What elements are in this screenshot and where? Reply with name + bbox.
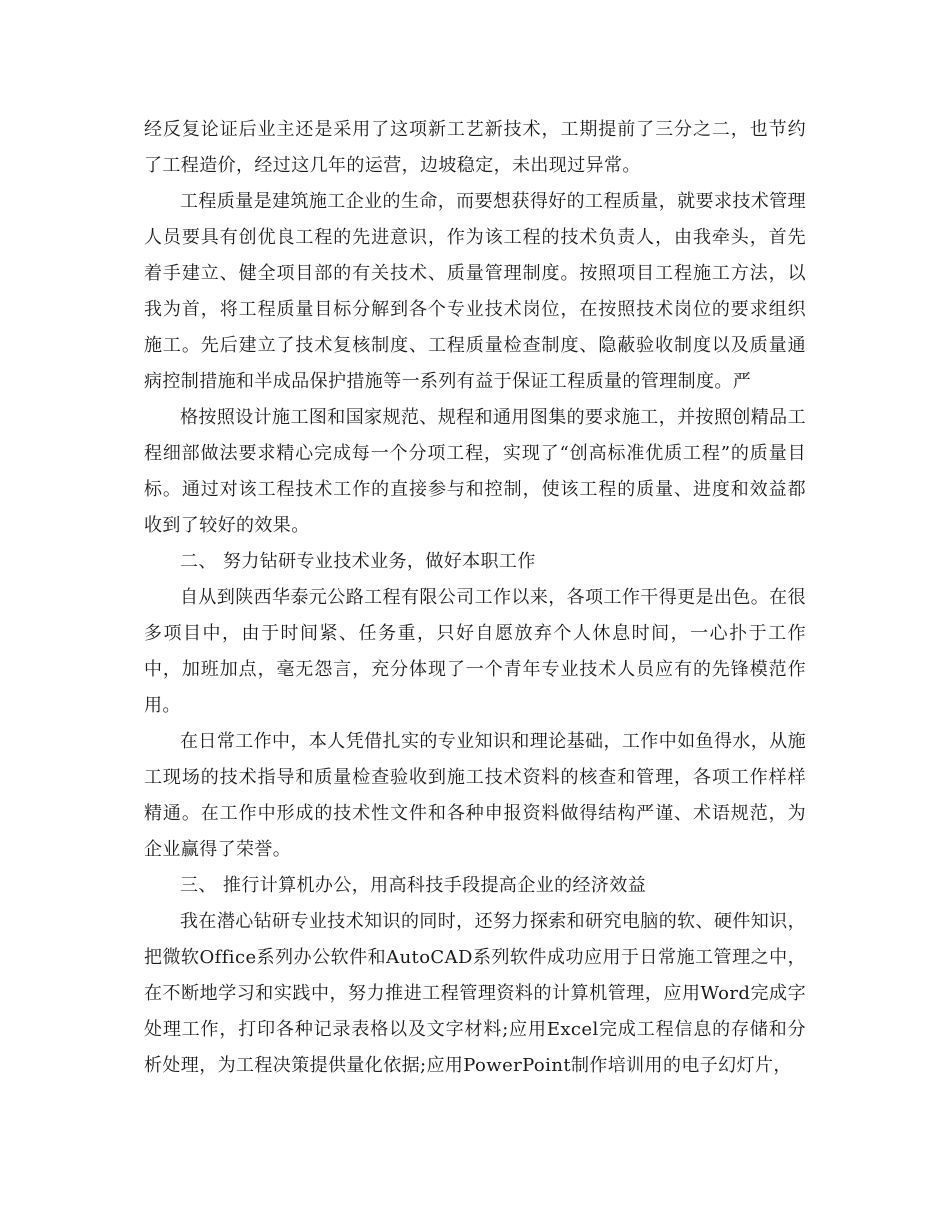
paragraph-1: 经反复论证后业主还是采用了这项新工艺新技术，工期提前了三分之二，也节约了工程造价，经过这几年的运营，边坡稳定，未出现过异常。	[144, 119, 806, 176]
paragraph-5: 在日常工作中，本人凭借扎实的专业知识和理论基础，工作中如鱼得水，从施工现场的技术指导和质量检查验收到施工技术资料的核查和管理，各项工作样样精通。在工作中形成的技术性文件和各种申报资料做得结构严谨、术语规范，为企业赢得了荣誉。	[144, 731, 806, 860]
paragraph-3: 格按照设计施工图和国家规范、规程和通用图集的要求施工，并按照创精品工程细部做法要求精心完成每一个分项工程，实现了“创高标准优质工程”的质量目标。通过对该工程技术工作的直接参与和控制，使该工程的质量、进度和效益都收到了较好的效果。	[144, 407, 806, 536]
section-heading-3: 三、 推行计算机办公，用高科技手段提高企业的经济效益	[180, 875, 647, 896]
section-heading-2: 二、 努力钻研专业技术业务，做好本职工作	[180, 551, 536, 572]
paragraph-6: 我在潜心钻研专业技术知识的同时，还努力探索和研究电脑的软、硬件知识，把微软Office系列办公软件和AutoCAD系列软件成功应用于日常施工管理之中，在不断地学习和实践中，努力推进工程管理资料的计算机管理，应用Word完成字处理工作，打印各种记录表格以及文字材料;应用Excel完成工程信息的存储和分析处理，为工程决策提供量化依据;应用PowerPoint制作培训用的电子幻灯片，	[144, 911, 806, 1076]
paragraph-4: 自从到陕西华泰元公路工程有限公司工作以来，各项工作干得更是出色。在很多项目中，由于时间紧、任务重，只好自愿放弃个人休息时间，一心扑于工作中，加班加点，毫无怨言，充分体现了一个青年专业技术人员应有的先锋模范作用。	[144, 587, 806, 716]
paragraph-2: 工程质量是建筑施工企业的生命，而要想获得好的工程质量，就要求技术管理人员要具有创优良工程的先进意识，作为该工程的技术负责人，由我牵头，首先着手建立、健全项目部的有关技术、质量管理制度。按照项目工程施工方法，以我为首，将工程质量目标分解到各个专业技术岗位，在按照技术岗位的要求组织施工。先后建立了技术复核制度、工程质量检查制度、隐蔽验收制度以及质量通病控制措施和半成品保护措施等一系列有益于保证工程质量的管理制度。严	[144, 191, 806, 392]
document-body	[144, 112, 806, 1084]
